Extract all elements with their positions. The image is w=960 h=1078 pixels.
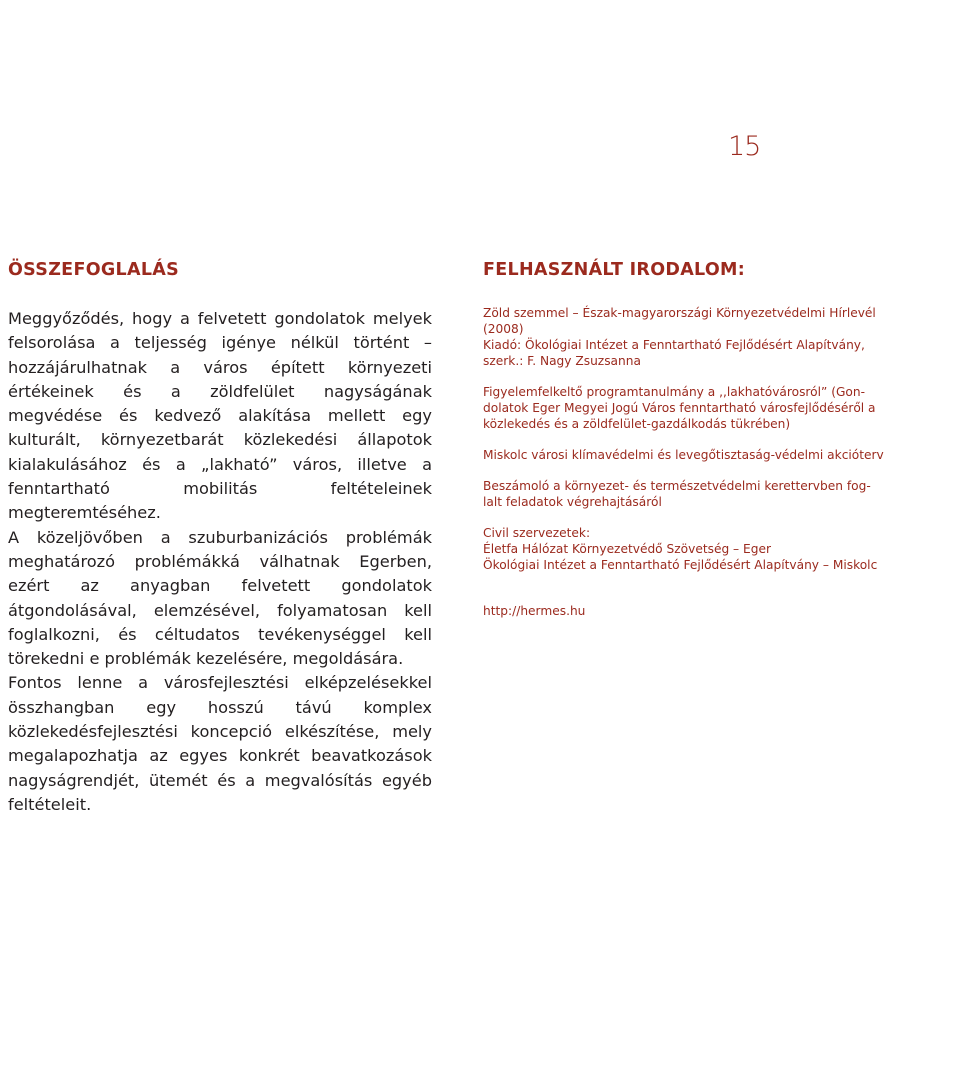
reference-line: Kiadó: Ökológiai Intézet a Fenntartható Fejlődésért Alapítvány, bbox=[483, 338, 865, 352]
references-heading: FELHASZNÁLT IRODALOM: bbox=[483, 260, 746, 280]
reference-item bbox=[483, 447, 909, 463]
reference-line: Civil szervezetek: bbox=[483, 526, 591, 540]
reference-line: Beszámoló a környezet- és természetvédelmi kerettervben fog- bbox=[483, 479, 871, 493]
summary-section bbox=[8, 260, 432, 817]
reference-line: (2008) bbox=[483, 322, 524, 336]
reference-line: dolatok Eger Megyei Jogú Város fenntartható városfejlődéséről a bbox=[483, 401, 876, 415]
reference-line: közlekedés és a zöldfelület-gazdálkodás tükrében) bbox=[483, 417, 791, 431]
reference-line: Ökológiai Intézet a Fenntartható Fejlődésért Alapítvány – Miskolc bbox=[483, 558, 878, 572]
references-section bbox=[483, 260, 909, 634]
reference-line: Figyelemfelkeltő programtanulmány a ,,lakhatóvárosról” (Gon- bbox=[483, 385, 865, 399]
summary-heading: ÖSSZEFOGLALÁS bbox=[8, 260, 180, 280]
reference-item bbox=[483, 525, 909, 573]
reference-item bbox=[483, 478, 909, 510]
reference-link[interactable] bbox=[483, 603, 909, 619]
reference-item bbox=[483, 384, 909, 432]
summary-paragraph: A közeljövőben a szuburbanizációs problémák meghatározó problémákká válhatnak Egerben, ezért az anyagban felvetett gondolatok átgondolásával, elemzésével, folyamatosan kell foglalkozni, és céltudatos tevékenységgel kell törekedni e problémák kezelésére, megoldására. bbox=[8, 527, 432, 669]
reference-line: Miskolc városi klímavédelmi és levegőtisztaság-védelmi akcióterv bbox=[483, 448, 884, 462]
reference-url[interactable]: http://hermes.hu bbox=[483, 604, 586, 618]
reference-line: Életfa Hálózat Környezetvédő Szövetség – Eger bbox=[483, 542, 771, 556]
summary-paragraph: Meggyőződés, hogy a felvetett gondolatok melyek felsorolása a teljesség igénye nélkül történt – hozzájárulhatnak a város épített környezeti értékeinek és a zöldfelület nagyságának megvédése és kedvező alakítása mellett egy kulturált, környezetbarát közlekedési állapotok kialakulásához és a „lakható” város, illetve a fenntartható mobilitás feltételeinek megteremtéséhez. bbox=[8, 309, 432, 523]
reference-line: szerk.: F. Nagy Zsuzsanna bbox=[483, 354, 641, 368]
reference-item bbox=[483, 305, 909, 369]
summary-paragraph: Fontos lenne a városfejlesztési elképzelésekkel összhangban egy hosszú távú komplex közlekedésfejlesztési koncepció elkészítése, mely megalapozhatja az egyes konkrét beavatkozások nagyságrendjét, ütemét és a megvalósítás egyéb feltételeit. bbox=[8, 673, 432, 814]
reference-line: lalt feladatok végrehajtásáról bbox=[483, 495, 662, 509]
page-number: 15 bbox=[728, 131, 761, 162]
reference-line: Zöld szemmel – Észak-magyarországi Környezetvédelmi Hírlevél bbox=[483, 306, 876, 320]
